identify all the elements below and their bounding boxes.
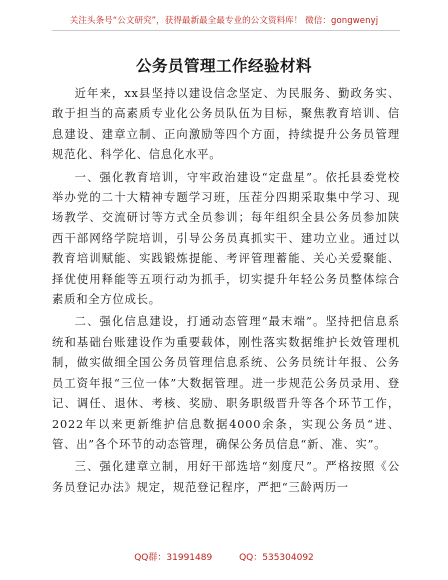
header-banner: 关注头条号“公文研究”，获得最新最全最专业的公文资料库！ 微信：gongwenyj <box>69 16 379 26</box>
document-title: 公务员管理工作经验材料 <box>135 57 312 75</box>
paragraph-intro: 近年来，xx县坚持以建设信念坚定、为民服务、勤政务实、敢于担当的高素质专业化公务员队伍为目标，聚焦教育培训、信息建设、建章立制、正向激励等四个方面，持续提升公务员管理规范化、科学化、信息化水平。 <box>52 87 400 162</box>
footer-qq: QQ：535304092 <box>239 553 314 563</box>
document-body <box>52 84 400 500</box>
paragraph-information-construction: 二、强化信息建设，打通动态管理“最末端”。坚持把信息系统和基础台账建设作为重要载体，刚性落实数据维护长效管理机制，做实做细全国公务员管理信息系统、公务员统计年报、公务员工资年报“三位一体”大数据管理。进一步规范公务员录用、登记、调任、退休、考核、奖励、职务职级晋升等各个环节工作，2022年以来更新维护信息数据4000余条，实现公务员“进、管、出”各个环节的动态管理，确保公务员信息“新、准、实”。 <box>52 315 400 451</box>
footer-qq-group: QQ群：31991489 <box>134 553 213 563</box>
paragraph-education-training: 一、强化教育培训，守牢政治建设“定盘星”。依托县委党校举办党的二十大精神专题学习班，压茬分四期采取集中学习、现场教学、交流研讨等方式全员参训；每年组织全县公务员参加陕西干部网络学院培训，引导公务员真抓实干、建功立业。通过以教育培训赋能、实践锻炼提能、考评管理蓄能、关心关爱聚能、择优使用释能等五项行动为抓手，切实提升年轻公务员整体综合素质和全方位成长。 <box>52 170 400 307</box>
header-divider <box>52 30 400 31</box>
paragraph-regulations: 三、强化建章立制，用好干部选培“刻度尺”。严格按照《公务员登记办法》规定，规范登记程序，严把“三龄两历一 <box>52 460 400 494</box>
footer-contact <box>0 550 448 563</box>
